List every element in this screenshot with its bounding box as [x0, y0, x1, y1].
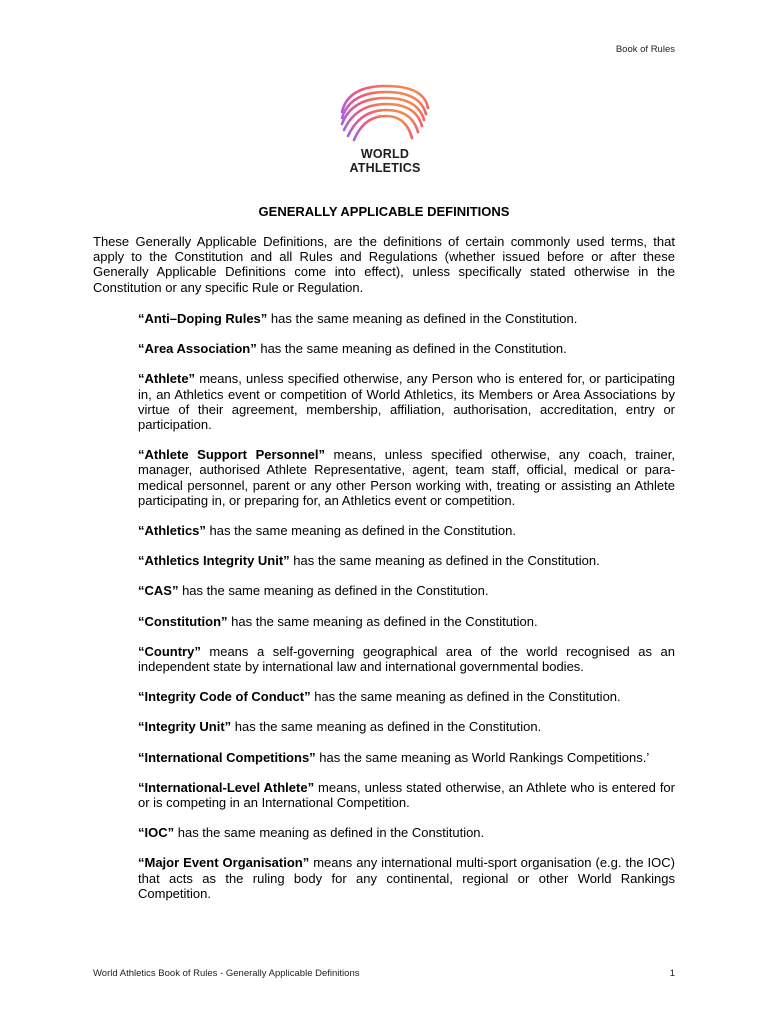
- definition-text: means, unless specified otherwise, any Person who is entered for, or participating in, an Athletics event or competition of World Athletics, its Members or Area Associations by virtue of their agreement, membership, affiliation, authorisation, accreditation, entry or participation.: [138, 371, 675, 433]
- definition-term: “Athlete Support Personnel”: [138, 447, 325, 463]
- definitions-list: [138, 311, 675, 916]
- definition-item: [138, 583, 675, 598]
- definition-term: “Major Event Organisation”: [138, 855, 310, 871]
- definition-item: [138, 341, 675, 356]
- definition-item: [138, 825, 675, 840]
- definition-item: [138, 750, 675, 765]
- logo-mark-icon: [334, 82, 436, 144]
- definition-text: has the same meaning as World Rankings Competitions.’: [315, 749, 650, 765]
- definition-text: has the same meaning as defined in the Constitution.: [178, 583, 489, 599]
- definition-item: [138, 614, 675, 629]
- logo-text-world: WORLD: [360, 147, 410, 161]
- definition-term: “Athletics Integrity Unit”: [138, 553, 290, 569]
- definition-term: “Area Association”: [138, 341, 257, 357]
- definition-item: [138, 523, 675, 538]
- definition-text: has the same meaning as defined in the Constitution.: [174, 825, 485, 841]
- definition-item: [138, 780, 675, 810]
- definition-text: has the same meaning as defined in the Constitution.: [227, 613, 538, 629]
- definition-item: [138, 689, 675, 704]
- definition-item: [138, 719, 675, 734]
- definition-term: “Athlete”: [138, 371, 196, 387]
- definition-item: [138, 447, 675, 508]
- definition-term: “International Competitions”: [138, 749, 316, 765]
- definition-text: has the same meaning as defined in the Constitution.: [310, 689, 621, 705]
- definition-item: [138, 311, 675, 326]
- definition-term: “IOC”: [138, 825, 175, 841]
- definition-text: means a self-governing geographical area of the world recognised as an independent state by international law and international governmental bodies.: [138, 643, 675, 675]
- definition-term: “Country”: [138, 643, 201, 659]
- definition-text: means, unless stated otherwise, an Athlete who is entered for or is competing in an International Competition.: [138, 779, 675, 811]
- running-header: Book of Rules: [615, 44, 675, 55]
- world-athletics-logo: [334, 82, 436, 176]
- definition-text: has the same meaning as defined in the Constitution.: [256, 341, 567, 357]
- intro-paragraph: These Generally Applicable Definitions, are the definitions of certain commonly used terms, that apply to the Constitution and all Rules and Regulations (whether issued before or after these Generally Applicable Definitions come into effect), unless specifically stated otherwise in the Constitution or any specific Rule or Regulation.: [93, 234, 675, 295]
- definition-text: has the same meaning as defined in the Constitution.: [267, 311, 578, 326]
- logo-text-athletics: ATHLETICS: [349, 161, 421, 175]
- definition-text: means any international multi-sport organisation (e.g. the IOC) that acts as the ruling body for any continental, regional or other World Rankings Competition.: [138, 855, 675, 901]
- definition-term: “Athletics”: [138, 523, 206, 539]
- document-title: GENERALLY APPLICABLE DEFINITIONS: [258, 204, 510, 219]
- page-number: 1: [669, 968, 675, 979]
- footer-title: World Athletics Book of Rules - Generally Applicable Definitions: [93, 968, 360, 979]
- definition-text: means, unless specified otherwise, any coach, trainer, manager, authorised Athlete Representative, agent, team staff, official, medical or para-medical personnel, parent or any other Person working with, treating or assisting an Athlete participating in, or preparing for, an Athletics event or competition.: [138, 447, 675, 508]
- definition-item: [138, 855, 675, 901]
- definition-term: “Integrity Unit”: [138, 719, 232, 735]
- definition-text: has the same meaning as defined in the Constitution.: [231, 719, 542, 735]
- definition-item: [138, 371, 675, 432]
- definition-term: “CAS”: [138, 583, 179, 599]
- definition-text: has the same meaning as defined in the Constitution.: [289, 553, 600, 569]
- definition-term: “Anti–Doping Rules”: [138, 311, 268, 326]
- definition-term: “Integrity Code of Conduct”: [138, 689, 311, 705]
- definition-term: “International-Level Athlete”: [138, 779, 315, 795]
- definition-text: has the same meaning as defined in the Constitution.: [205, 523, 516, 539]
- definition-term: “Constitution”: [138, 613, 228, 629]
- definition-item: [138, 553, 675, 568]
- definition-item: [138, 644, 675, 674]
